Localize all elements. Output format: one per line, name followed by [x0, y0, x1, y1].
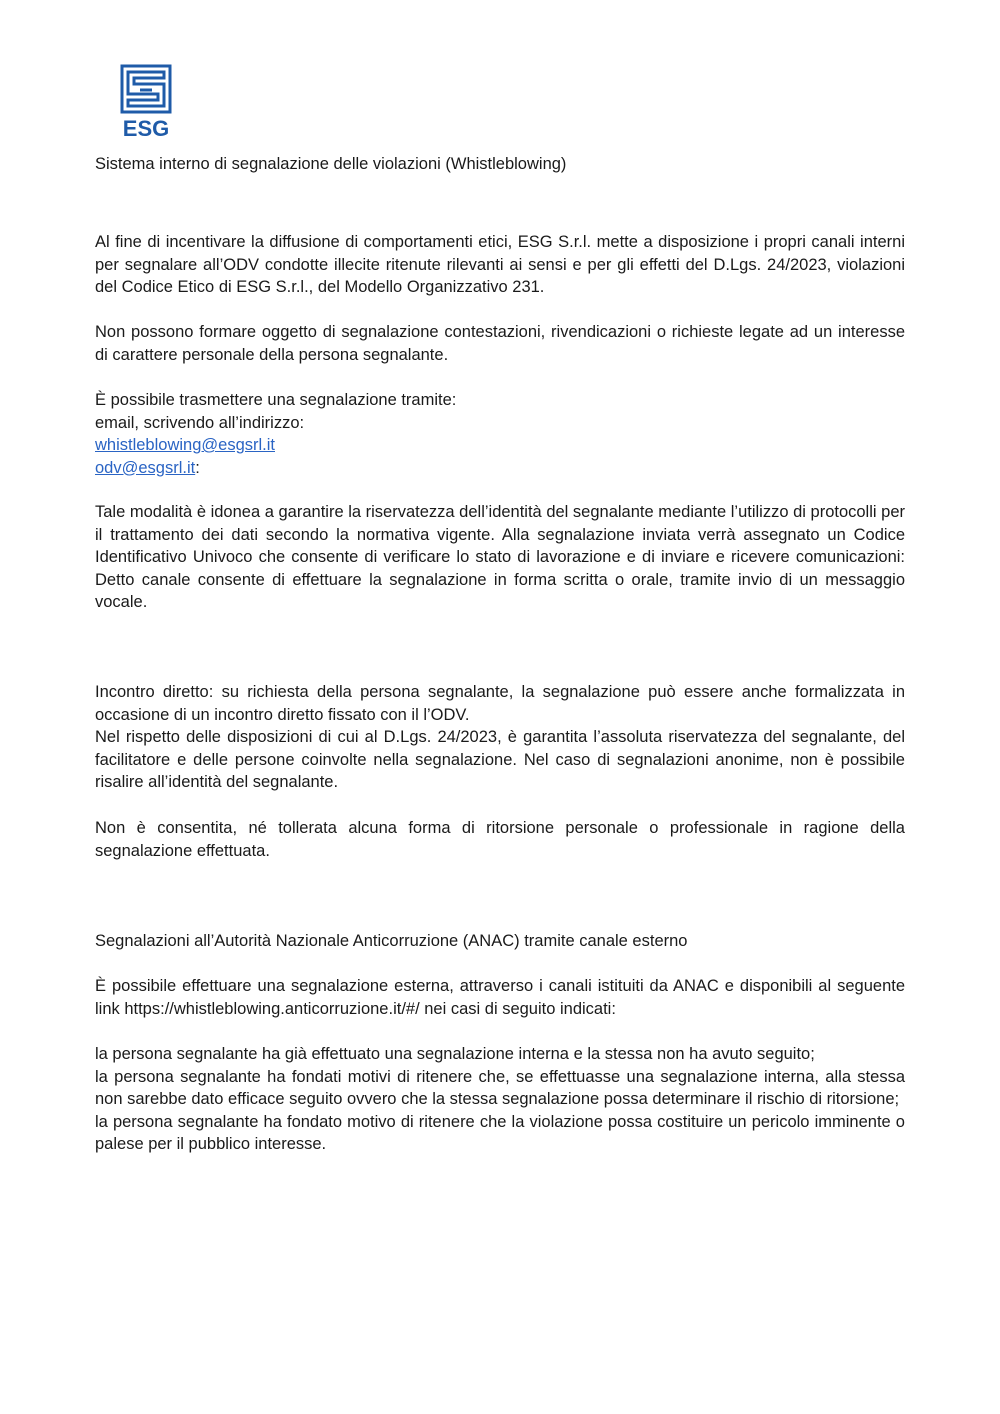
rights-paragraph: Nel rispetto delle disposizioni di cui al D.Lgs. 24/2023, è garantita l’assoluta riservatezza del segnalante, del facilitatore e delle persone coinvolte nella segnalazione. Nel caso di segnalazioni anonime, non è possibile risalire all’identità del segnalante.: [95, 728, 905, 791]
retaliation-section: [95, 817, 905, 862]
anac-cases-section: [95, 1043, 905, 1156]
esg-logo: [110, 64, 182, 142]
page-title: Sistema interno di segnalazione delle violazioni (Whistleblowing): [95, 155, 567, 173]
anac-intro-section: [95, 975, 905, 1020]
esg-logo-mark-icon: [110, 64, 182, 116]
email-link-odv[interactable]: odv@esgsrl.it: [95, 458, 196, 477]
anac-intro-paragraph: È possibile effettuare una segnalazione esterna, attraverso i canali istituiti da ANAC e disponibili al seguente link https://whistleblowing.anticorruzione.it/#/ nei casi di seguito indicati:: [95, 977, 905, 1018]
meeting-section: [95, 681, 905, 794]
exclusion-paragraph: Non possono formare oggetto di segnalazione contestazioni, rivendicazioni o richieste legate ad un interesse di carattere personale della persona segnalante.: [95, 323, 905, 364]
exclusion-section: [95, 321, 905, 366]
intro-section: [95, 231, 905, 299]
email-link-whistleblowing[interactable]: whistleblowing@esgsrl.it: [95, 436, 275, 454]
email-intro: email, scrivendo all’indirizzo:: [95, 413, 305, 432]
channels-section: [95, 389, 905, 479]
anac-case: la persona segnalante ha già effettuato una segnalazione interna e la stessa non ha avuto seguito;: [95, 1045, 815, 1063]
meeting-paragraph: Incontro diretto: su richiesta della persona segnalante, la segnalazione può essere anche formalizzata in occasione di un incontro diretto fissato con il l’ODV.: [95, 683, 905, 724]
intro-paragraph: Al fine di incentivare la diffusione di comportamenti etici, ESG S.r.l. mette a disposizione i propri canali interni per segnalare all’ODV condotte illecite ritenute rilevanti ai sensi e per gli effetti del D.Lgs. 24/2023, violazioni del Codice Etico di ESG S.r.l., del Modello Organizzativo 231.: [95, 233, 905, 296]
retaliation-paragraph: Non è consentita, né tollerata alcuna forma di ritorsione personale o professionale in ragione della segnalazione effettuata.: [95, 819, 905, 860]
confidentiality-section: [95, 501, 905, 614]
confidentiality-paragraph: Tale modalità è idonea a garantire la riservatezza dell’identità del segnalante mediante l’utilizzo di protocolli per il trattamento dei dati secondo la normativa vigente. Alla segnalazione inviata verrà assegnato un Codice Identificativo Univoco che consente di verificare lo stato di lavorazione e di inviare e ricevere comunicazioni: Detto canale consente di effettuare la segnalazione in forma scritta o orale, tramite invio di un messaggio vocale.: [95, 503, 905, 611]
logo-text: ESG: [122, 116, 170, 141]
channels-heading: È possibile trasmettere una segnalazione tramite:: [95, 391, 457, 409]
anac-case: la persona segnalante ha fondati motivi di ritenere che, se effettuasse una segnalazione interna, alla stessa non sarebbe dato efficace seguito ovvero che la stessa segnalazione possa determinare il rischio di ritorsione;: [95, 1067, 905, 1108]
email-suffix: :: [195, 458, 200, 477]
anac-heading: Segnalazioni all’Autorità Nazionale Anticorruzione (ANAC) tramite canale esterno: [95, 932, 688, 950]
anac-case: la persona segnalante ha fondato motivo di ritenere che la violazione possa costituire un pericolo imminente o palese per il pubblico interesse.: [95, 1112, 905, 1153]
